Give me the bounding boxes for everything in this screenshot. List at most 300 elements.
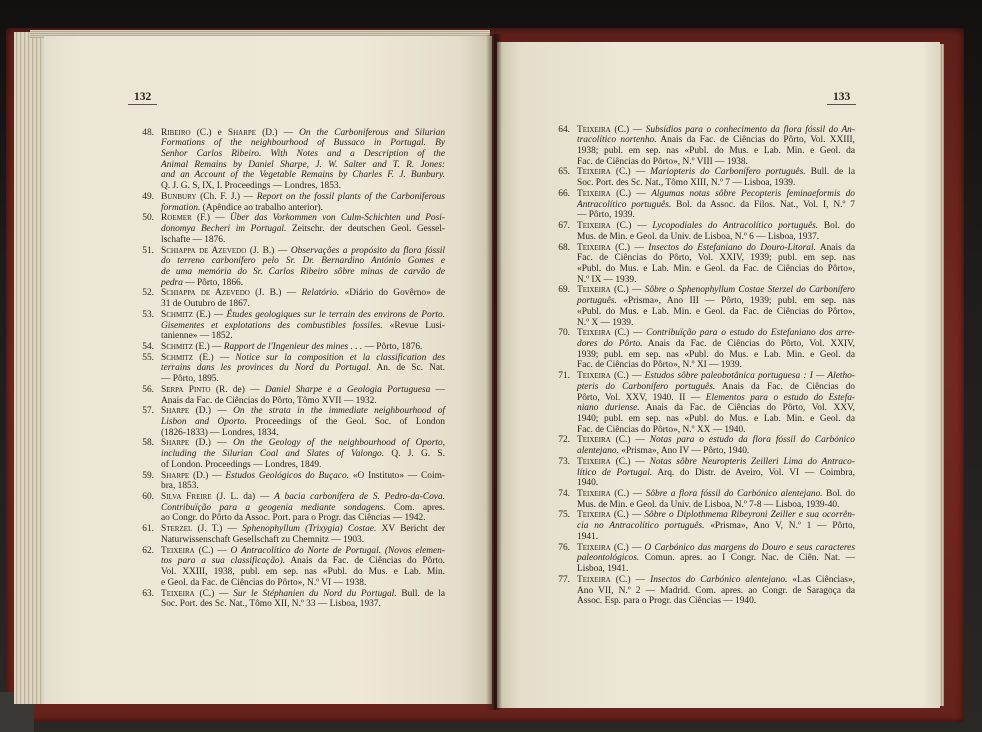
- citation-text: Bol. do: [818, 221, 855, 232]
- entry-number: 48.: [142, 127, 154, 138]
- author-name: Teixeira: [577, 435, 611, 446]
- bibliography-list: [134, 128, 445, 610]
- entry-line: [161, 599, 445, 610]
- entry-number: 71.: [558, 371, 570, 382]
- title-text: do terreno carbonífero pelo Sr. Dr. Bernardino António Gomes e: [161, 256, 445, 267]
- line-content: [577, 553, 855, 564]
- author-name: Schiappa de Azevedo: [161, 288, 250, 299]
- line-content: [161, 546, 445, 557]
- line-content: [161, 374, 219, 385]
- citation-text: Com. apres.: [385, 502, 445, 513]
- entry-line: [577, 339, 855, 350]
- line-content: [577, 178, 795, 189]
- entry-text: [161, 406, 445, 438]
- entry-line: [577, 596, 855, 607]
- citation-text: Vol. XXIII, 1938, publ. em sep. nas «Publ. do Mus. e Lab. Min.: [161, 567, 445, 578]
- entry-text: [161, 546, 445, 589]
- entry-line: [577, 189, 855, 200]
- line-content: [577, 253, 855, 264]
- title-text: paleontológicos.: [577, 553, 640, 564]
- line-content: [161, 438, 445, 449]
- citation-text: Anais da: [815, 242, 855, 253]
- line-content: [161, 567, 445, 578]
- line-content: [161, 556, 445, 567]
- entry-line: [161, 363, 445, 374]
- line-content: [161, 128, 445, 139]
- citation-text: (C.) —: [194, 545, 231, 556]
- entry-text: [577, 543, 855, 575]
- entry-number: 60.: [142, 492, 154, 503]
- citation-text: «Las Ciências»,: [787, 574, 855, 585]
- author-name: Teixeira: [577, 167, 611, 178]
- entry-line: [577, 382, 855, 393]
- citation-text: (C.) —: [610, 456, 650, 467]
- bibliography-entry: [550, 243, 855, 286]
- title-text: Gisementes et explotations des combustibles fossiles.: [161, 320, 383, 331]
- citation-text: Comun. apres. ao I Congr. Nac. de Ciên. Nat. —: [639, 553, 855, 564]
- author-name: Teixeira: [161, 545, 195, 556]
- line-content: [577, 232, 819, 243]
- entry-text: [161, 213, 445, 245]
- bibliography-entry: [550, 510, 855, 542]
- entry-number: 65.: [558, 167, 570, 178]
- line-content: [577, 167, 855, 178]
- citation-text: (J. T.) —: [192, 524, 243, 535]
- line-content: [161, 246, 445, 257]
- entry-line: [577, 178, 855, 189]
- entry-text: [577, 285, 855, 328]
- author-name: Teixeira: [577, 489, 611, 500]
- bibliography-entry: [134, 128, 445, 192]
- right-page: [497, 42, 940, 708]
- title-text: pteris do Carbonífero português.: [577, 381, 716, 392]
- author-name: Sterzel: [161, 524, 193, 535]
- entry-line: [161, 460, 445, 471]
- entry-line: [161, 503, 445, 514]
- entry-line: [161, 396, 445, 407]
- title-text: Sphenophyllum (Trixygia) Costae.: [242, 524, 377, 535]
- title-text: Senhor Carlos Ribeiro. With Notes and a Description of the: [161, 149, 445, 160]
- title-text: Notas sôbre Neuropteris Zeilleri Lima do Antraco-: [649, 456, 855, 467]
- citation-text: «Publ. do Mus. e Lab. Min. e Geol. da Fac. de Ciências do Pôrto»,: [577, 306, 855, 317]
- title-text: Relatório.: [301, 288, 340, 299]
- citation-text: Fac. de Ciências do Pôrto, Vol. XXIV, 1939; publ. em sep. nas: [577, 253, 855, 264]
- citation-text: (J. B.) —: [246, 245, 291, 256]
- citation-text: (D.) —: [256, 127, 300, 138]
- entry-line: [577, 296, 855, 307]
- title-text: cia no Antracolítico português.: [577, 521, 705, 532]
- title-text: Lisbon and Oporto.: [161, 417, 247, 427]
- citation-text: Anais da Fac. de Ciências do Pôrto, Vol. XXIII,: [656, 135, 855, 146]
- entry-line: [577, 500, 855, 511]
- citation-text: Soc. Port. des Sc. Nat., Tômo XIII, N.º 7 — Lisboa, 1939.: [577, 178, 796, 189]
- author-name: Sharpe: [161, 406, 190, 417]
- entry-line: [577, 489, 855, 500]
- line-content: [161, 460, 321, 471]
- line-content: [577, 382, 855, 393]
- author-name: Teixeira: [577, 574, 611, 585]
- citation-text: N.º IX — 1939.: [577, 274, 637, 285]
- author-name: Teixeira: [577, 124, 611, 135]
- citation-text: 1938; publ. em sep. nas «Publ. do Mus. e Lab. Min. e Geol. da: [577, 146, 855, 157]
- entry-line: [161, 224, 445, 235]
- entry-line: [577, 425, 855, 436]
- entry-text: [161, 342, 445, 353]
- citation-text: «Prisma», Ano V, N.º 1 — Pôrto,: [704, 521, 855, 532]
- entry-text: [161, 192, 445, 213]
- entry-line: [161, 181, 445, 192]
- entry-text: [577, 221, 855, 242]
- line-content: [577, 296, 855, 307]
- bibliography-entry: [550, 489, 855, 510]
- entry-number: 56.: [142, 384, 154, 395]
- left-page: [44, 36, 492, 704]
- citation-text: N.º X — 1939.: [577, 317, 634, 328]
- line-content: [161, 492, 445, 503]
- title-text: Algumas notas sôbre Pecopteris feminaeformis do: [651, 188, 855, 199]
- entry-line: [577, 243, 855, 254]
- bibliography-entry: [134, 406, 445, 438]
- title-text: Estudos sôbre paleobotânica portuguesa : I — Aletho-: [644, 371, 855, 382]
- citation-text: bra, 1853.: [161, 481, 199, 492]
- line-content: [161, 310, 445, 321]
- title-text: dores do Pôrto.: [577, 338, 643, 349]
- entry-number: 76.: [558, 542, 570, 553]
- right-page-edge: [940, 44, 944, 706]
- title-text: Animal Remains by Daniel Sharpe, J. W. Salter and T. R. Jones:: [161, 159, 445, 170]
- entry-number: 66.: [558, 188, 570, 199]
- line-content: [161, 160, 445, 171]
- title-text: Sôbre o Sphenophyllum Costae Sterzel do Carbonífero: [644, 285, 855, 296]
- line-content: [161, 321, 445, 332]
- citation-text: Zeitschr. der deutschen Geol. Gessel-: [286, 224, 445, 235]
- citation-text: — Pôrto, 1939.: [577, 210, 635, 221]
- entry-line: [161, 578, 445, 589]
- entry-line: [161, 267, 445, 278]
- citation-text: (D.) —: [189, 470, 226, 481]
- line-content: [161, 353, 445, 364]
- author-name: Teixeira: [577, 242, 611, 253]
- line-content: [577, 575, 855, 586]
- entry-line: [161, 492, 445, 503]
- entry-line: [161, 288, 445, 299]
- citation-text: 1940; publ. em sep. nas «Publ. do Mus. e Lab. Min. e Geol. da: [577, 414, 855, 424]
- citation-text: Soc. Port. des Sc. Nat., Tômo XII, N.º 33 — Lisboa, 1937.: [161, 599, 381, 610]
- citation-text: Lisboa, 1941.: [577, 564, 629, 575]
- entry-number: 53.: [142, 309, 154, 320]
- entry-line: [577, 371, 855, 382]
- bibliography-entry: [134, 288, 445, 309]
- entry-line: [577, 478, 855, 489]
- author-name: Teixeira: [161, 588, 195, 599]
- entry-line: [161, 589, 445, 600]
- line-content: [577, 500, 839, 511]
- citation-text: «Prisma», Ano III — Pôrto, 1939; publ. em sep. nas: [616, 296, 855, 307]
- entry-line: [161, 256, 445, 267]
- entry-line: [577, 360, 855, 371]
- citation-text: Q. J. G. S, IX, I. Proceedings — Londres, 1853.: [161, 181, 341, 192]
- title-text: O Carbónico das margens do Douro e seus caracteres: [644, 542, 855, 553]
- entry-line: [577, 446, 855, 457]
- author-name: Teixeira: [577, 542, 611, 553]
- bibliography-entry: [550, 189, 855, 221]
- citation-text: Arq. do Distr. de Aveiro, Vol. VI — Coimbra,: [652, 467, 855, 478]
- entry-line: [161, 331, 445, 342]
- line-content: [161, 235, 225, 246]
- entry-line: [161, 567, 445, 578]
- entry-number: 74.: [558, 489, 570, 500]
- entry-line: [161, 310, 445, 321]
- title-text: de uma memória do Sr. Carlos Ribeiro sôbre minas de carvão de: [161, 266, 445, 277]
- title-text: On the Carboniferous and Silurian: [299, 127, 446, 138]
- title-text: tracolítico nortenho.: [577, 135, 657, 146]
- entry-line: [577, 157, 855, 168]
- line-content: [577, 564, 628, 575]
- citation-text: (C.) —: [610, 188, 652, 199]
- line-content: [161, 363, 445, 374]
- citation-text: (Apêndice ao trabalho anterior).: [200, 202, 323, 213]
- title-text: Formations of the neighbourhood of Bussaco in Portugal. By: [161, 138, 445, 149]
- line-content: [577, 489, 855, 500]
- title-text: formation.: [161, 202, 201, 213]
- entry-number: 69.: [558, 285, 570, 296]
- entry-line: [161, 138, 445, 149]
- bibliography-entry: [134, 192, 445, 213]
- bibliography-entry: [550, 457, 855, 489]
- title-text: terrains dans les provinces du Nord du Portugal.: [161, 363, 371, 374]
- title-text: Notice sur la composition et la classification des: [235, 352, 445, 363]
- entry-line: [161, 556, 445, 567]
- entry-line: [161, 321, 445, 332]
- citation-text: (E.) —: [193, 352, 236, 363]
- entry-line: [161, 513, 445, 524]
- entry-line: [577, 275, 855, 286]
- entry-line: [577, 125, 855, 136]
- entry-line: [161, 278, 445, 289]
- bibliography-entry: [134, 385, 445, 406]
- entry-line: [161, 213, 445, 224]
- line-content: [161, 524, 445, 535]
- entry-text: [577, 328, 855, 371]
- citation-text: (C.) —: [610, 489, 646, 500]
- citation-text: «Diário do Govêrno» de: [339, 288, 445, 299]
- title-text: niano duriense.: [577, 403, 640, 414]
- citation-text: — Pôrto, 1876.: [362, 341, 423, 352]
- author-name: Teixeira: [577, 285, 611, 296]
- bibliography-entry: [550, 575, 855, 607]
- entry-line: [161, 342, 445, 353]
- citation-text: (D.) —: [189, 406, 234, 417]
- title-text: pedra: [161, 277, 183, 288]
- author-name: Teixeira: [577, 188, 611, 199]
- citation-text: Pôrto, Vol. XXV, 1940. II —: [577, 392, 706, 403]
- title-text: On the Geology of the neighbourhood of Oporto,: [233, 438, 445, 449]
- entry-text: [577, 125, 855, 168]
- citation-text: Anais da Fac. de Ciências do Pôrto, Vol. XXIV,: [642, 338, 855, 349]
- entry-line: [577, 167, 855, 178]
- line-content: [161, 396, 377, 407]
- line-content: [161, 481, 199, 492]
- line-content: [161, 149, 445, 160]
- bibliography-list: [550, 125, 855, 607]
- citation-text: (F.) —: [191, 213, 230, 224]
- citation-text: 1940.: [577, 478, 599, 489]
- title-text: Études geologiques sur le terrain des environs de Porto.: [226, 309, 445, 320]
- citation-text: (C.) —: [610, 242, 649, 253]
- bibliography-entry: [134, 492, 445, 524]
- line-content: [577, 521, 855, 532]
- author-name: Serpa Pinto: [161, 384, 211, 395]
- line-content: [577, 200, 855, 211]
- author-name: Teixeira: [577, 221, 611, 232]
- citation-text: ao Congr. do Pôrto da Assoc. Port. para o Progr. das Ciências — 1942.: [161, 513, 426, 524]
- entry-line: [161, 128, 445, 139]
- line-content: [577, 360, 742, 371]
- line-content: [577, 510, 855, 521]
- author-name: Silva Freire: [161, 492, 212, 503]
- entry-number: 49.: [142, 191, 154, 202]
- entry-number: 72.: [558, 435, 570, 446]
- entry-line: [577, 553, 855, 564]
- entry-line: [577, 285, 855, 296]
- title-text: Elementos para o estudo do Estefa-: [705, 392, 855, 403]
- citation-text: Anais da Fac. de Ciências do Pôrto, Vol. XXV,: [639, 403, 855, 414]
- line-content: [577, 221, 855, 232]
- line-content: [577, 350, 855, 361]
- citation-text: — Pôrto, 1866.: [182, 277, 244, 288]
- bibliography-entry: [550, 221, 855, 242]
- entry-line: [161, 406, 445, 417]
- line-content: [577, 210, 635, 221]
- entry-number: 62.: [142, 545, 154, 556]
- citation-text: Naturwissenschaft Gesellschaft zu Chemnitz — 1903.: [161, 534, 365, 545]
- title-text: Sur le Stéphanien du Nord du Portugal.: [233, 588, 397, 599]
- entry-text: [161, 589, 445, 610]
- line-content: [577, 135, 855, 146]
- citation-text: An. de Sc. Nat.: [370, 363, 445, 374]
- line-content: [577, 125, 855, 136]
- entry-number: 59.: [142, 470, 154, 481]
- entry-line: [577, 457, 855, 468]
- citation-text: Fac. de Ciências do Pôrto», N.º XX — 1940.: [577, 424, 746, 435]
- line-content: [577, 275, 636, 286]
- citation-text: «O Instituto» — Coim-: [349, 470, 445, 481]
- entry-line: [161, 481, 445, 492]
- citation-text: (E.) —: [193, 341, 224, 352]
- entry-line: [161, 203, 445, 214]
- entry-line: [577, 586, 855, 597]
- citation-text: (E.) —: [193, 309, 227, 320]
- line-content: [161, 535, 364, 546]
- author-name: Schiappa de Azevedo: [161, 245, 247, 256]
- entry-number: 68.: [558, 242, 570, 253]
- line-content: [161, 406, 445, 417]
- entry-number: 51.: [142, 245, 154, 256]
- line-content: [577, 435, 855, 446]
- citation-text: (C.) —: [610, 435, 650, 446]
- bibliography-entry: [134, 213, 445, 245]
- author-name: Schmitz: [161, 352, 194, 363]
- title-text: donomya Becheri im Portugal.: [161, 224, 287, 235]
- entry-text: [577, 435, 855, 456]
- citation-text: (C.) e: [190, 127, 228, 138]
- entry-line: [161, 428, 445, 439]
- entry-number: 75.: [558, 510, 570, 521]
- entry-text: [577, 489, 855, 510]
- citation-text: (C.) —: [610, 542, 645, 553]
- entry-number: 64.: [558, 124, 570, 135]
- entry-line: [161, 246, 445, 257]
- citation-text: Bull. de la: [396, 588, 445, 599]
- entry-line: [577, 210, 855, 221]
- citation-text: Bol. da Assoc. da Filos. Nat., Vol. I, N.º 7: [671, 199, 855, 210]
- line-content: [577, 243, 855, 254]
- line-content: [161, 224, 445, 235]
- line-content: [577, 264, 855, 275]
- entry-number: 67.: [558, 221, 570, 232]
- author-name: Teixeira: [577, 328, 611, 339]
- line-content: [161, 288, 445, 299]
- title-text: Rapport de l'Ingenieur des mines . . .: [223, 341, 363, 352]
- citation-text: (D.) —: [189, 438, 234, 449]
- bibliography-entry: [550, 167, 855, 188]
- line-content: [577, 468, 855, 479]
- bibliography-entry: [134, 342, 445, 353]
- entry-line: [161, 353, 445, 364]
- author-name: Sharpe: [161, 438, 190, 449]
- citation-text: Anais da Fac. de Ciências do Pôrto.: [285, 556, 446, 567]
- line-content: [161, 503, 445, 514]
- entry-text: [161, 288, 445, 309]
- entry-number: 52.: [142, 288, 154, 299]
- line-content: [577, 189, 855, 200]
- entry-line: [577, 543, 855, 554]
- entry-line: [577, 510, 855, 521]
- line-content: [161, 589, 445, 600]
- author-name: Ribeiro: [161, 127, 191, 138]
- bibliography-entry: [134, 353, 445, 385]
- bibliography-entry: [134, 471, 445, 492]
- entry-line: [577, 146, 855, 157]
- line-content: [161, 385, 445, 396]
- citation-text: (C.) —: [610, 221, 653, 232]
- title-text: Subsídios para o conhecimento da flora fóssil do An-: [645, 124, 855, 135]
- author-name: Schmitz: [161, 309, 194, 320]
- entry-line: [161, 192, 445, 203]
- entry-text: [577, 575, 855, 607]
- entry-text: [161, 492, 445, 524]
- citation-text: (C.) —: [610, 167, 651, 178]
- citation-text: Proceedings of the Geol. Soc. of London: [246, 417, 445, 427]
- line-content: [161, 213, 445, 224]
- citation-text: 1941.: [577, 531, 599, 542]
- citation-text: — Pôrto, 1895.: [161, 374, 219, 385]
- line-content: [577, 446, 749, 457]
- citation-text: «Revue Lusi-: [382, 320, 445, 331]
- citation-text: Ano VII, N.º 2 — Madrid. Com. apres. ao Congr. de Saragoça da: [577, 585, 855, 596]
- author-name: Schmitz: [161, 341, 194, 352]
- entry-number: 61.: [142, 524, 154, 535]
- title-text: Sôbre a flora fóssil do Carbónico alentejano.: [645, 489, 823, 500]
- line-content: [577, 457, 855, 468]
- citation-text: Fac. de Ciências do Pôrto», N.º VIII — 1938.: [577, 156, 748, 167]
- citation-text: lschafte — 1876.: [161, 234, 226, 245]
- line-content: [161, 471, 445, 482]
- entry-line: [577, 307, 855, 318]
- bibliography-entry: [550, 285, 855, 328]
- entry-line: [577, 253, 855, 264]
- entry-number: 54.: [142, 341, 154, 352]
